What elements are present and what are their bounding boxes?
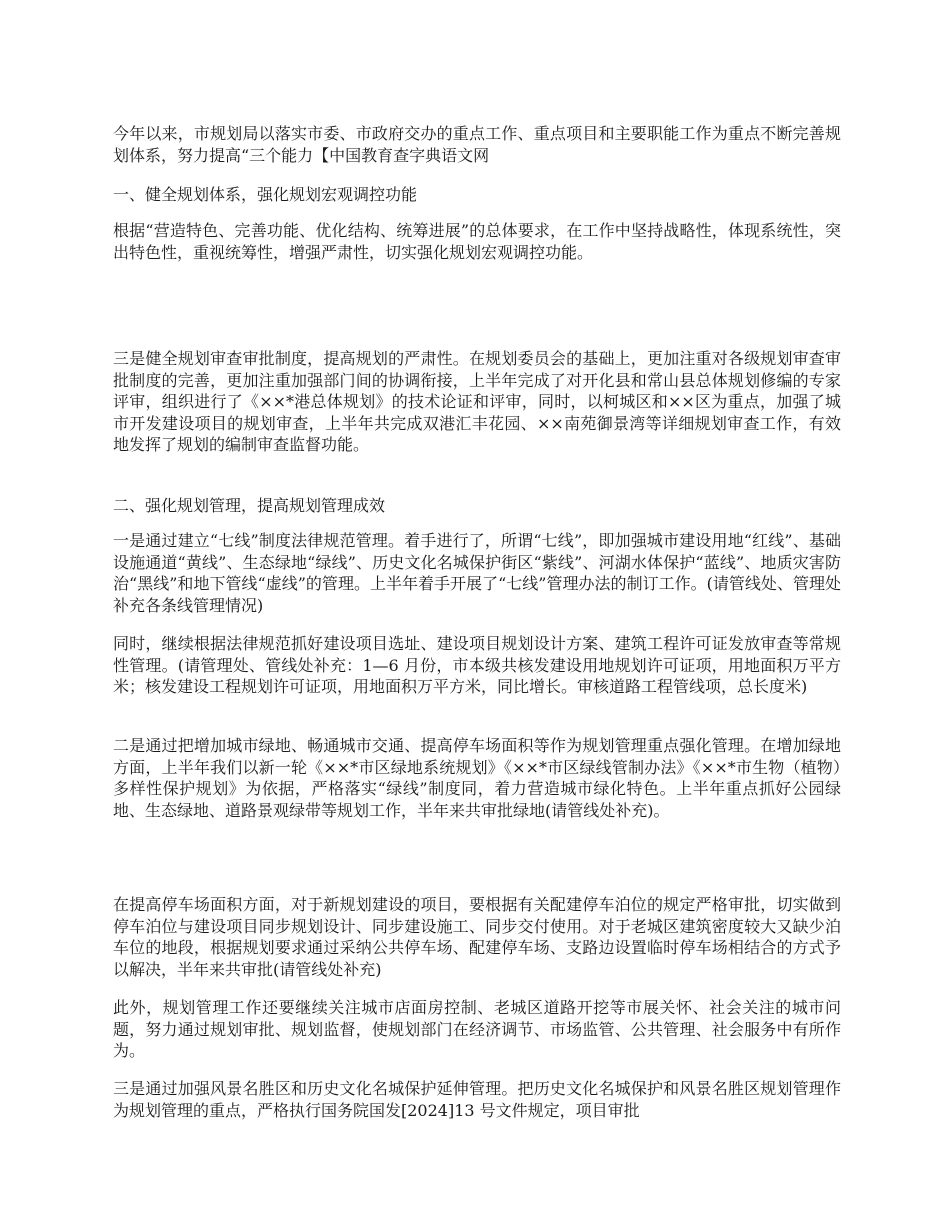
paragraph-seven-lines: 一是通过建立“七线”制度法律规范管理。着手进行了，所谓“七线”，即加强城市建设用地“红线”、基础设施通道“黄线”、生态绿地“绿线”、历史文化名城保护街区“紫线”、河湖水体保护“蓝线”、地质灾害防治“黑线”和地下管线“虚线”的管理。上半年着手开展了“七线”管理办法的制订工作。(请管线处、管理处补充各条线管理情况) [113,531,841,615]
paragraph-scenic-protection: 三是通过加强风景名胜区和历史文化名城保护延伸管理。把历史文化名城保护和风景名胜区规划管理作为规划管理的重点，严格执行国务院国发[2024]13 号文件规定，项目审批 [113,1079,841,1120]
paragraph-parking: 在提高停车场面积方面，对于新规划建设的项目，要根据有关配建停车泊位的规定严格审批，切实做到停车泊位与建设项目同步规划设计、同步建设施工、同步交付使用。对于老城区建筑密度较大又缺少泊车位的地段，根据规划要求通过采纳公共停车场、配建停车场、支路边设置临时停车场相结合的方式予以解决，半年来共审批(请管线处补充) [113,895,841,979]
paragraph-green-space: 二是通过把增加城市绿地、畅通城市交通、提高停车场面积等作为规划管理重点强化管理。在增加绿地方面，上半年我们以新一轮《××*市区绿地系统规划》《××*市区绿线管制办法》《××*市生物（植物）多样性保护规划》为依据，严格落实“绿线”制度同，着力营造城市绿化特色。上半年重点抓好公园绿地、生态绿地、道路景观绿带等规划工作，半年来共审批绿地(请管线处补充)。 [113,736,841,820]
section-heading-1: 一、健全规划体系，强化规划宏观调控功能 [113,185,418,204]
paragraph-overview: 根据“营造特色、完善功能、优化结构、统筹进展”的总体要求，在工作中坚持战略性，体现系统性，突出特色性，重视统筹性，增强严肃性，切实强化规划宏观调控功能。 [113,221,841,262]
intro-paragraph: 今年以来，市规划局以落实市委、市政府交办的重点工作、重点项目和主要职能工作为重点不断完善规划体系，努力提高“三个能力【中国教育查字典语文网 [113,124,841,165]
paragraph-routine-management: 同时，继续根据法律规范抓好建设项目选址、建设项目规划设计方案、建筑工程许可证发放审查等常规性管理。(请管理处、管线处补充：1—6 月份，市本级共核发建设用地规划许可证项，用地面积万平方米；核发建设工程规划许可证项，用地面积万平方米，同比增长。审核道路工程管线项，总长度米) [113,634,841,696]
section-heading-2: 二、强化规划管理，提高规划管理成效 [113,496,386,515]
paragraph-review-system: 三是健全规划审查审批制度，提高规划的严肃性。在规划委员会的基础上，更加注重对各级规划审查审批制度的完善，更加注重加强部门间的协调衔接，上半年完成了对开化县和常山县总体规划修编的专家评审，组织进行了《××*港总体规划》的技术论证和评审，同时，以柯城区和××区为重点，加强了城市开发建设项目的规划审查，上半年共完成双港汇丰花园、××南苑御景湾等详细规划审查工作，有效地发挥了规划的编制审查监督功能。 [113,349,841,454]
paragraph-other-issues: 此外，规划管理工作还要继续关注城市店面房控制、老城区道路开挖等市展关怀、社会关注的城市问题，努力通过规划审批、规划监督，使规划部门在经济调节、市场监管、公共管理、社会服务中有所作为。 [113,998,841,1060]
